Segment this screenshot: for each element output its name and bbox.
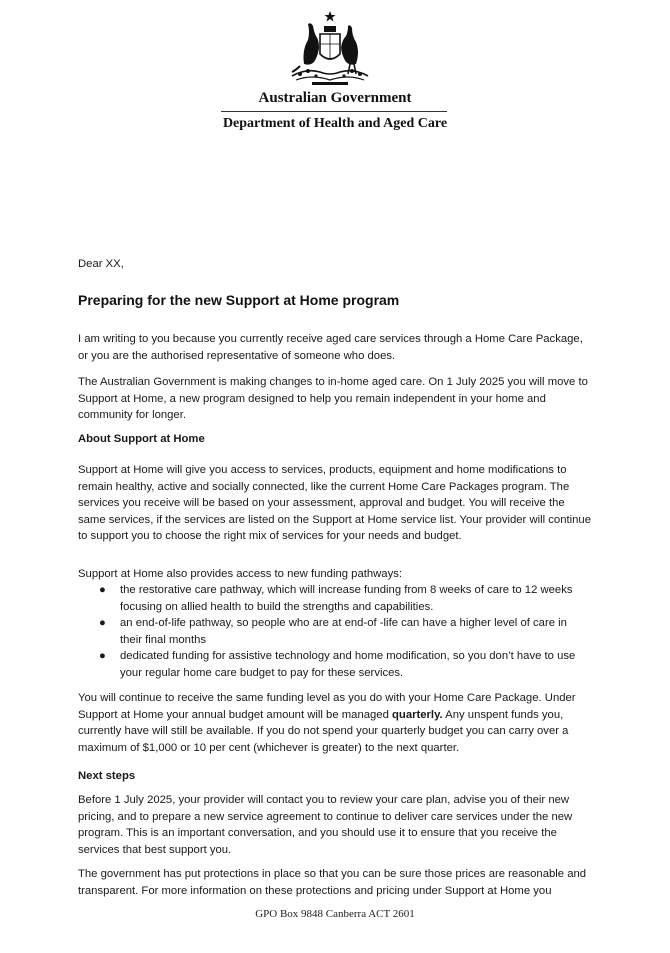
list-item: ● an end-of-life pathway, so people who are at end-of -life can have a higher level of care in their final months (99, 617, 567, 646)
next-steps-heading: Next steps (78, 770, 136, 782)
salutation: Dear XX, (78, 258, 124, 270)
paragraph-next-steps: Before 1 July 2025, your provider will contact you to review your care plan, advise you of their new pricing, and to prepare a new service agreement to continue to deliver care services under the new program. This is an important conversation, and you should use it to ensure that you receive the services that best support you. (78, 794, 573, 856)
list-item: ● the restorative care pathway, which will increase funding from 8 weeks of care to 12 weeks focusing on allied health to build the strengths and capabilities. (99, 584, 573, 613)
bullet-icon: ● (99, 617, 106, 630)
letter-title: Preparing for the new Support at Home program (78, 292, 400, 308)
coat-of-arms-icon (286, 10, 374, 88)
list-item: ● dedicated funding for assistive technology and home modification, so you don’t have to use your regular home care budget to pay for these services. (99, 650, 576, 679)
paragraph-intro: I am writing to you because you currently receive aged care services through a Home Care Package, or you are the authorised representative of someone who does. (78, 333, 583, 362)
emphasis-quarterly: quarterly. (392, 708, 443, 721)
paragraph-funding-pathways: Support at Home also provides access to new funding pathways: (78, 568, 403, 580)
paragraph-about: Support at Home will give you access to services, products, equipment and home modifications to remain healthy, active and socially connected, like the current Home Care Packages program. The services you receive will be based on your assessment, approval and budget. You will receive the same services, if the services are listed on the Support at Home service list. Your provider will continue to support you to choose the right mix of services for your needs and budget. (78, 464, 591, 543)
paragraph-budget: You will continue to receive the same funding level as you do with your Home Care Package. Under Support at Home your annual budget amount will be managed quarterly. Any unspent funds you, currently have will still be available. If you do not spend your quarterly budget you can carry over a maximum of $1,000 or 10 per cent (whichever is greater) to the next quarter. (78, 692, 576, 754)
funding-pathways-list (92, 582, 592, 682)
about-heading: About Support at Home (78, 433, 205, 445)
bullet-icon: ● (99, 584, 106, 596)
header-divider (221, 111, 447, 112)
paragraph-changes: The Australian Government is making changes to in-home aged care. On 1 July 2025 you will move to Support at Home, a new program designed to help you remain independent in your home and community for longer. (78, 376, 588, 422)
footer-address: GPO Box 9848 Canberra ACT 2601 (255, 908, 415, 920)
government-name: Australian Government (258, 90, 412, 106)
department-name: Department of Health and Aged Care (222, 116, 448, 131)
bullet-icon: ● (99, 650, 106, 663)
paragraph-protections: The government has put protections in place so that you can be sure those prices are reasonable and transparent. For more information on these protections and pricing under Support at Home you (78, 868, 587, 897)
